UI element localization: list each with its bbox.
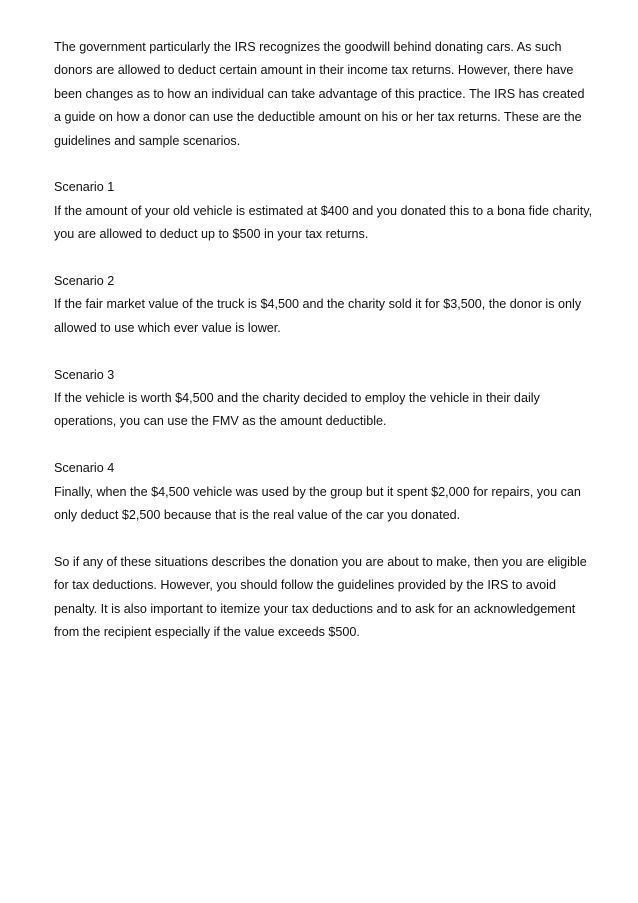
scenario-3-heading: Scenario 3 <box>54 367 115 382</box>
intro-paragraph: The government particularly the IRS recognizes the goodwill behind donating cars. As such donors are allowed to deduct certain amount in their income tax returns. However, there have been changes as to how an individual can take advantage of this practice. The IRS has created a guide on how a donor can use the deductible amount on his or her tax returns. These are the guidelines and sample scenarios. <box>54 40 585 148</box>
scenario-2-heading: Scenario 2 <box>54 274 115 289</box>
scenario-1-section <box>54 176 594 246</box>
conclusion-paragraph: So if any of these situations describes the donation you are about to make, then you are eligible for tax deductions. However, you should follow the guidelines provided by the IRS to avoid penalty. It is also important to itemize your tax deductions and to ask for an acknowledgement from the recipient especially if the value exceeds $500. <box>54 554 587 640</box>
document-page <box>54 36 594 644</box>
scenario-3-section <box>54 364 594 434</box>
scenario-2-section <box>54 270 594 340</box>
scenario-2-text: If the fair market value of the truck is $4,500 and the charity sold it for $3,500, the donor is only allowed to use which ever value is lower. <box>54 297 582 335</box>
intro-section <box>54 36 594 153</box>
scenario-4-text: Finally, when the $4,500 vehicle was used by the group but it spent $2,000 for repairs, you can only deduct $2,500 because that is the real value of the car you donated. <box>54 484 581 523</box>
scenario-3-text: If the vehicle is worth $4,500 and the charity decided to employ the vehicle in their daily operations, you can use the FMV as the amount deductible. <box>54 391 540 429</box>
scenario-1-heading: Scenario 1 <box>54 180 115 195</box>
conclusion-section <box>54 551 594 645</box>
scenario-1-text: If the amount of your old vehicle is estimated at $400 and you donated this to a bona fide charity, you are allowed to deduct up to $500 in your tax returns. <box>54 203 593 242</box>
scenario-4-heading: Scenario 4 <box>54 461 115 476</box>
scenario-4-section <box>54 457 594 527</box>
